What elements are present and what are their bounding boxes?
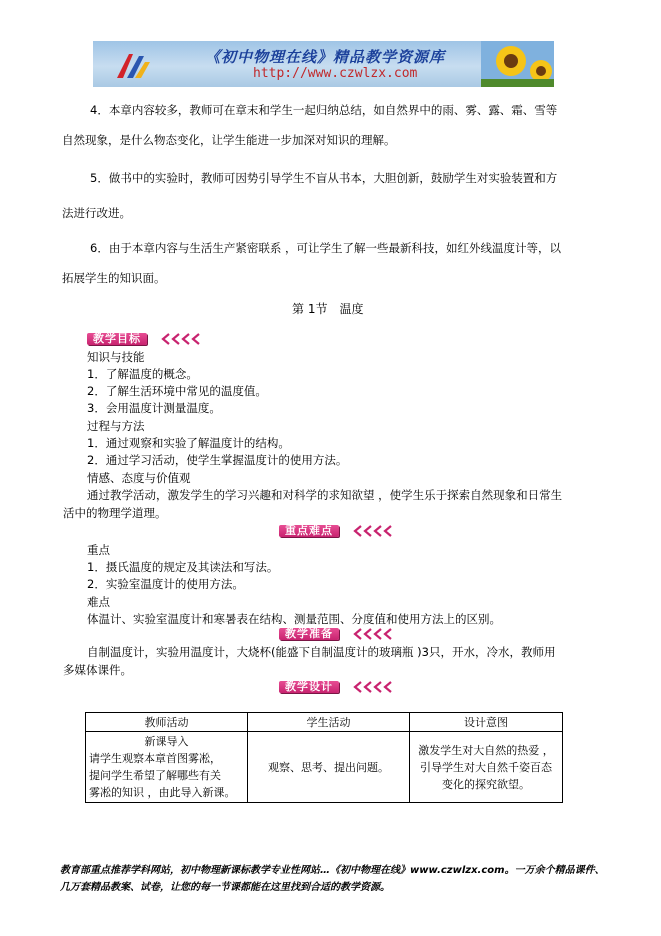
- intro-p4-line1: 4．本章内容较多，教师可在章末和学生一起归纳总结，如自然界中的雨、雾、露、霜、雪等: [90, 103, 558, 117]
- difficulty-1: 体温计、实验室温度计和寒暑表在结构、测量范围、分度值和使用方法上的区别。: [87, 612, 501, 626]
- column-header-student: 学生活动: [248, 713, 410, 732]
- goals-process-2: 2．通过学习活动，使学生掌握温度计的使用方法。: [87, 453, 348, 467]
- key-heading: 重点: [87, 543, 110, 557]
- column-header-intent: 设计意图: [410, 713, 563, 732]
- sunflower-icon: [481, 41, 554, 87]
- site-logo-icon: [113, 48, 153, 82]
- cell-intent-line: 引导学生对大自然千姿百态: [420, 760, 552, 774]
- intro-p6-line1: 6．由于本章内容与生活生产紧密联系 ，可让学生了解一些最新科技，如红外线温度计等，以: [90, 241, 561, 255]
- table-row: [86, 732, 563, 803]
- footer-line2: 几万套精品教案、试卷，让您的每一节课都能在这里找到合适的教学资源。: [60, 882, 390, 893]
- header-banner: [93, 41, 554, 87]
- table-header-row: [86, 713, 563, 732]
- goals-process-heading: 过程与方法: [87, 419, 145, 433]
- goals-knowledge-3: 3．会用温度计测量温度。: [87, 401, 221, 415]
- column-header-teacher: 教师活动: [86, 713, 248, 732]
- goals-emotion-line2: 活中的物理学道理。: [63, 506, 167, 520]
- cell-teacher-line: 雾凇的知识 ，由此导入新课。: [89, 786, 236, 799]
- chevrons-icon: [352, 681, 394, 693]
- intro-p5-line2: 法进行改进。: [62, 206, 131, 220]
- goals-knowledge-1: 1．了解温度的概念。: [87, 367, 198, 381]
- teaching-design-table: [85, 712, 563, 803]
- cell-intent-line: 变化的探究欲望。: [442, 777, 530, 791]
- cell-student-activity: 观察、思考、提出问题。: [248, 732, 410, 803]
- prep-line1: 自制温度计，实验用温度计，大烧杯(能盛下自制温度计的玻璃瓶 )3只，开水，冷水，教师用: [87, 645, 556, 659]
- footer-line1: 教育部重点推荐学科网站，初中物理新课标教学专业性网站…《初中物理在线》www.czwlzx.com。一万余个精品课件、: [60, 865, 605, 876]
- goals-knowledge-2: 2．了解生活环境中常见的温度值。: [87, 384, 267, 398]
- badge-teaching-design: 教学设计: [279, 681, 339, 693]
- key-point-1: 1．摄氏温度的规定及其读法和写法。: [87, 560, 279, 574]
- goals-emotion-line1: 通过教学活动，激发学生的学习兴趣和对科学的求知欲望 ，使学生乐于探索自然现象和日常生: [87, 488, 563, 502]
- intro-p4-line2: 自然现象，是什么物态变化，让学生能进一步加深对知识的理解。: [62, 133, 396, 147]
- cell-teacher-line: 提问学生希望了解哪些有关: [89, 769, 221, 782]
- intro-p6-line2: 拓展学生的知识面。: [62, 271, 166, 285]
- goals-emotion-heading: 情感、态度与价值观: [87, 471, 191, 485]
- chevrons-icon: [160, 333, 202, 345]
- chevrons-icon: [352, 525, 394, 537]
- cell-teacher-activity: [86, 732, 248, 803]
- difficulty-heading: 难点: [87, 595, 110, 609]
- section-title: 第 1节 温度: [292, 302, 364, 316]
- goals-knowledge-heading: 知识与技能: [87, 350, 145, 364]
- prep-line2: 多媒体课件。: [63, 663, 132, 677]
- banner-title: 《初中物理在线》精品教学资源库: [205, 48, 446, 66]
- intro-p5-line1: 5．做书中的实验时，教师可因势引导学生不盲从书本，大胆创新，鼓励学生对实验装置和方: [90, 171, 558, 185]
- cell-intent-line: 激发学生对大自然的热爱 ，: [418, 743, 554, 757]
- banner-url[interactable]: http://www.czwlzx.com: [253, 66, 418, 81]
- badge-preparation: 教学准备: [279, 628, 339, 640]
- cell-teacher-line: 请学生观察本章首图雾凇，: [89, 752, 221, 765]
- chevrons-icon: [352, 628, 394, 640]
- cell-design-intent: [410, 732, 563, 803]
- badge-teaching-goals: 教学目标: [87, 333, 147, 345]
- goals-process-1: 1．通过观察和实验了解温度计的结构。: [87, 436, 290, 450]
- footer: [60, 862, 605, 896]
- badge-key-points: 重点难点: [279, 525, 339, 537]
- cell-teacher-line: 新课导入: [144, 735, 189, 748]
- key-point-2: 2．实验室温度计的使用方法。: [87, 577, 244, 591]
